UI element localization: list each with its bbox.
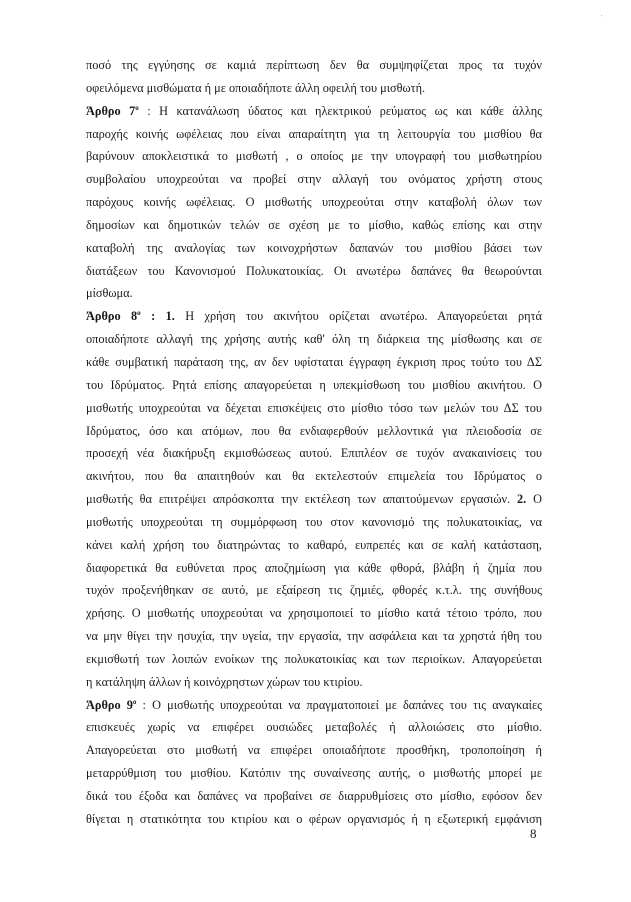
article-heading: Άρθρο 9: [86, 697, 133, 712]
line-text: κάνει καλή χρήση του διατηρώντας το καθαρό, ευπρεπές και σε καλή κατάσταση,: [86, 537, 542, 552]
line-text: η κατάληψη άλλων ή κοινόχρηστων χώρων του κτιρίου.: [86, 674, 363, 689]
ordinal-superscript: ο: [135, 103, 139, 112]
text-line: [86, 282, 542, 305]
line-text: Απαγορεύεται στο μισθωτή να επιφέρει οποιαδήποτε προσθήκη, τροποποίηση ή: [86, 743, 542, 758]
text-line: [86, 534, 542, 557]
line-text-tail: Ο: [526, 492, 542, 507]
line-text: ακινήτου, που θα απαιτηθούν και θα εκτελεστούν επιμελεία του Ιδρύματος ο: [86, 469, 542, 484]
article-heading-line: [86, 305, 542, 328]
text-line: [86, 808, 542, 831]
line-text: παρόχους κοινής ωφέλειας. Ο μισθωτής υποχρεούται στην καταβολή όλων των: [86, 195, 542, 210]
page-number: 8: [530, 826, 537, 841]
text-line: [86, 123, 542, 146]
paragraph-number: 1.: [165, 309, 175, 324]
text-line: [86, 374, 542, 397]
line-text: μίσθωμα.: [86, 286, 133, 301]
text-line: [86, 465, 542, 488]
line-text: Ιδρύματος, όσο και ατόμων, που θα ενδιαφερθούν μελλοντικά για πλειοδοσία σε: [86, 423, 542, 438]
text-line: [86, 54, 542, 77]
line-text: να μην θίγει την ησυχία, την υγεία, την εργασία, την ασφάλεια και τα χρηστά ήθη του: [86, 629, 542, 644]
line-text: βαρύνουν αποκλειστικά το μισθωτή , ο οποίος με την υπογραφή του μισθωτηρίου: [86, 149, 542, 164]
ordinal-superscript: ο: [132, 697, 137, 706]
line-text: δικά του έξοδα και δαπάνες να προβαίνει σε διαρρυθμίσεις στο μίσθιο, εφόσον δεν: [86, 789, 542, 803]
text-line: [86, 671, 542, 694]
text-line: [86, 214, 542, 237]
line-text: παροχής κοινής ωφέλειας που είναι απαραίτητη για τη λειτουργία του μισθίου θα: [86, 126, 542, 141]
article-heading: Άρθρο 8: [86, 309, 138, 324]
line-text: εκμισθωτή των λοιπών ενοίκων της πολυκατοικίας και των περιοίκων. Απαγορεύεται: [86, 651, 542, 666]
text-line: [86, 511, 542, 534]
line-text: διατάξεων του Κανονισμού Πολυκατοικίας. Οι ανωτέρω δαπάνες θα θεωρούνται: [86, 263, 542, 278]
text-line: [86, 77, 542, 100]
line-text: ποσό της εγγύησης σε καμιά περίπτωση δεν θα συμψηφίζεται προς τα τυχόν: [86, 58, 542, 72]
text-line: [86, 716, 542, 739]
line-text: : Ο μισθωτής υποχρεούται να πραγματοποιεί με δαπάνες του τις αναγκαίες: [136, 697, 542, 712]
line-text: προσεχή νέα διακήρυξη εκμισθώσεως αυτού. Επιπλέον σε τυχόν ανακαινίσεις του: [86, 446, 542, 461]
text-line: [86, 145, 542, 168]
line-text: του Ιδρύματος. Ρητά επίσης απαγορεύεται η υπεκμίσθωση του μισθίου ακινήτου. Ο: [86, 377, 542, 392]
text-line: [86, 397, 542, 420]
scan-corner-mark: ': [601, 15, 603, 21]
ordinal-superscript: ο: [137, 309, 141, 318]
line-text: συμβολαίου υποχρεούται να προβεί στην αλλαγή του ονόματος χρήστη στους: [86, 172, 542, 187]
line-text: καταβολή της αναλογίας των κοινοχρήστων δαπανών του μισθίου βάσει των: [86, 240, 542, 255]
text-line: [86, 260, 542, 283]
line-text: : Η κατανάλωση ύδατος και ηλεκτρικού ρεύματος ως και κάθε άλλης: [138, 103, 542, 118]
line-text: μεταρρύθμιση του μισθίου. Κατόπιν της συναίνεσης αυτής, ο μισθωτής μπορεί με: [86, 766, 542, 781]
text-line: [86, 557, 542, 580]
text-line: [86, 488, 542, 511]
line-text: διαφορετικά θα ευθύνεται προς αποζημίωση για κάθε φθορά, βλάβη ή ζημία που: [86, 560, 542, 575]
text-line: [86, 328, 542, 351]
text-line: [86, 762, 542, 785]
line-text: επισκευές χωρίς να επιφέρει ουσιώδες μεταβολές ή αλλοιώσεις στο μίσθιο.: [86, 720, 542, 735]
line-text: κάθε συμβατική παράταση της, αν δεν υφίσταται έγγραφη έγκριση προς τούτο του ΔΣ: [86, 354, 542, 369]
paragraph-number: 2.: [516, 492, 527, 507]
article-heading-line: [86, 694, 542, 717]
line-text: χρήσης. Ο μισθωτής υποχρεούται να χρησιμοποιεί το μίσθιο κατά τέτοιο τρόπο, που: [86, 606, 542, 621]
text-line: [86, 648, 542, 671]
line-text: μισθωτής υποχρεούται τη συμμόρφωση του στον κανονισμό της πολυκατοικίας, να: [86, 514, 542, 529]
text-line: [86, 420, 542, 443]
text-line: [86, 168, 542, 191]
text-line: [86, 351, 542, 374]
text-line: [86, 739, 542, 762]
text-line: [86, 191, 542, 214]
text-line: [86, 442, 542, 465]
article-heading-line: [86, 100, 542, 123]
line-text: μισθωτής θα επιτρέψει απρόσκοπτα την εκτέλεση των απαιτούμενων εργασιών.: [86, 492, 517, 507]
article-heading-colon: :: [140, 309, 166, 324]
text-line: [86, 237, 542, 260]
text-line: [86, 785, 542, 808]
line-text: μισθωτής υποχρεούται να δέχεται επισκέψεις στο μίσθιο τόσο των μελών του ΔΣ του: [86, 400, 542, 415]
line-text: οφειλόμενα μισθώματα ή με οποιαδήποτε άλλη οφειλή του μισθωτή.: [86, 80, 426, 95]
line-text: τυχόν προξενήθηκαν σε αυτό, με εξαίρεση τις ζημιές, φθορές κ.τ.λ. της συνήθους: [86, 583, 542, 598]
line-text: Η χρήση του ακινήτου ορίζεται ανωτέρω. Απαγορεύεται ρητά: [174, 309, 542, 324]
line-text: θίγεται η στατικότητα του κτιρίου και ο φέρων οργανισμός ή η εξωτερική εμφάνιση: [86, 811, 542, 826]
text-line: [86, 602, 542, 625]
line-text: δημοσίων και δημοτικών τελών σε σχέση με το μίσθιο, καθώς επίσης και στην: [86, 217, 542, 232]
text-line: [86, 625, 542, 648]
article-heading: Άρθρο 7: [86, 103, 136, 118]
body-text: [86, 54, 542, 831]
text-line: [86, 579, 542, 602]
line-text: οποιαδήποτε αλλαγή της χρήσης αυτής καθ' όλη τη διάρκεια της μίσθωσης και σε: [86, 332, 542, 347]
